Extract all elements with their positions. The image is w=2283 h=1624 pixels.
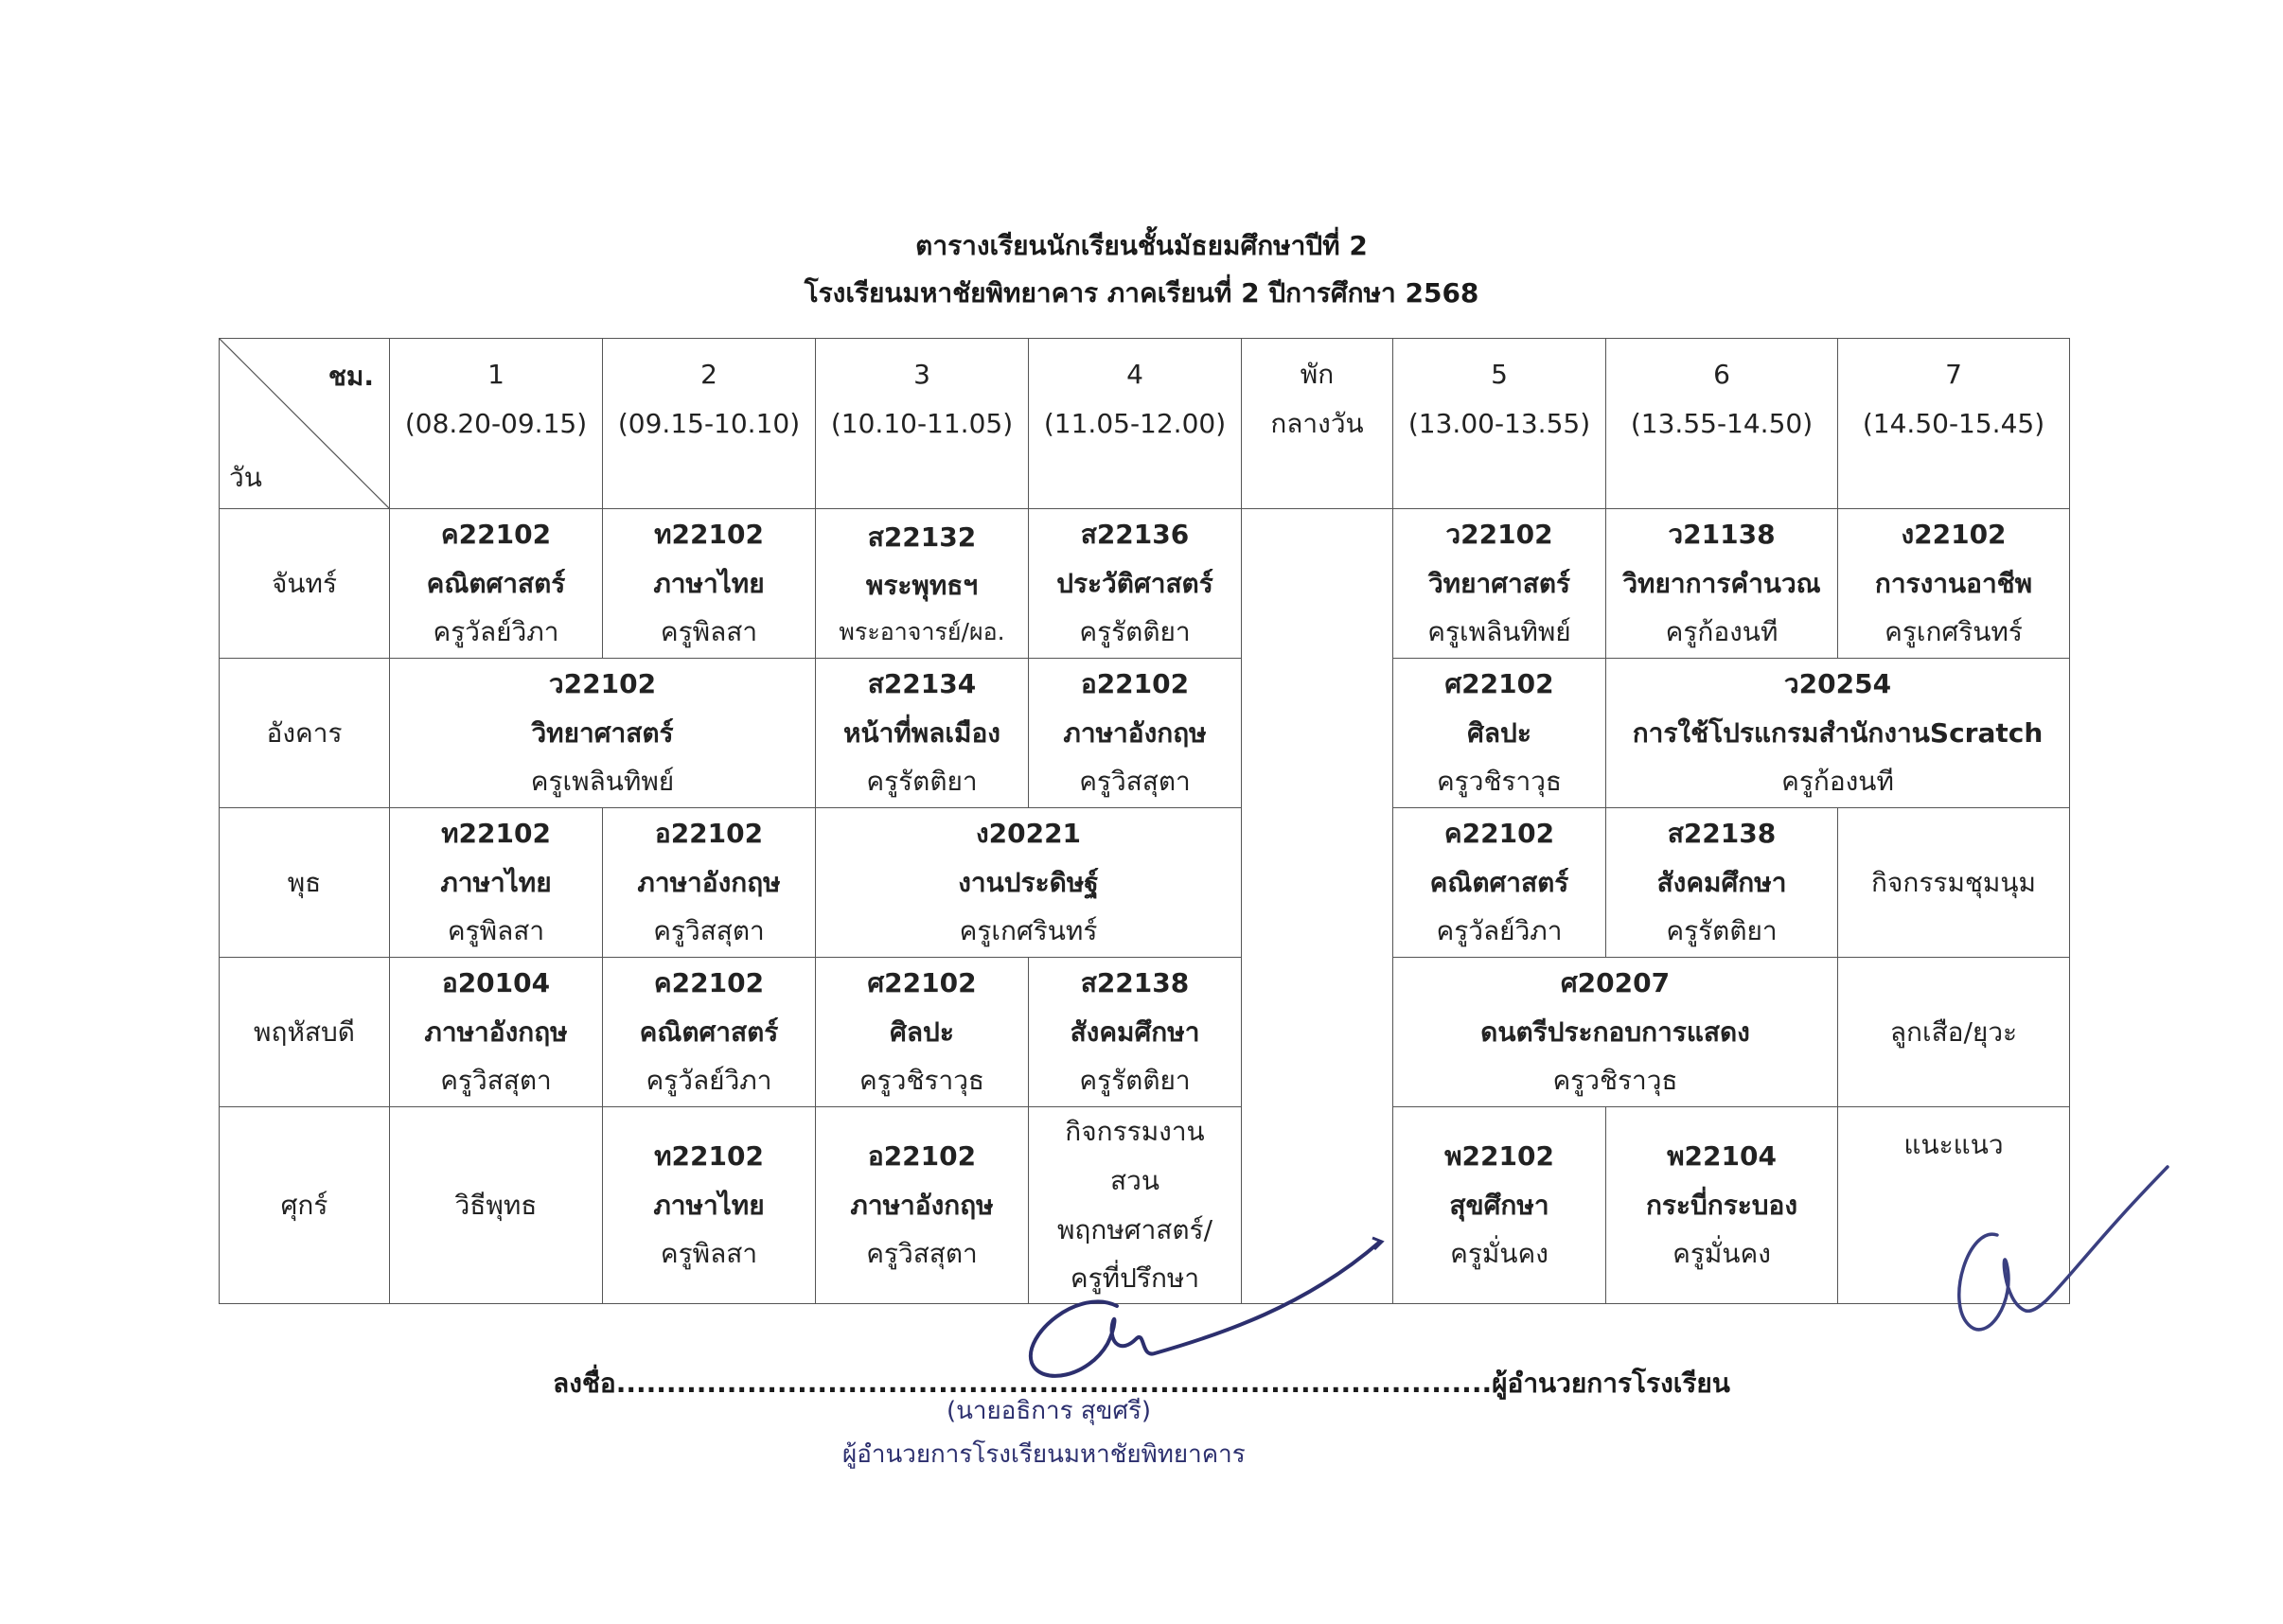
class-cell: ส22138 สังคมศึกษา ครูรัตติยา: [1029, 958, 1242, 1107]
activity-cell: กิจกรรมชุมนุม: [1838, 808, 2070, 958]
day-friday: ศุกร์: [220, 1107, 390, 1304]
class-cell: ว22102 วิทยาศาสตร์ ครูเพลินทิพย์: [390, 659, 816, 808]
class-cell: ศ20207 ดนตรีประกอบการแสดง ครูวชิราวุธ: [1393, 958, 1838, 1107]
class-cell: ส22134 หน้าที่พลเมือง ครูรัตติยา: [816, 659, 1029, 808]
class-cell: ว20254 การใช้โปรแกรมสำนักงานScratch ครูก้องนที: [1606, 659, 2070, 808]
class-cell: ว22102 วิทยาศาสตร์ ครูเพลินทิพย์: [1393, 509, 1606, 659]
class-cell: ส22136 ประวัติศาสตร์ ครูรัตติยา: [1029, 509, 1242, 659]
class-cell: อ22102 ภาษาอังกฤษ ครูวิสสุตา: [1029, 659, 1242, 808]
class-cell: อ20104 ภาษาอังกฤษ ครูวิสสุตา: [390, 958, 603, 1107]
corner-day-label: วัน: [229, 462, 262, 494]
period-header: 2 (09.15-10.10): [603, 339, 816, 509]
period-header: 5 (13.00-13.55): [1393, 339, 1606, 509]
lunch-header: พัก กลางวัน: [1242, 339, 1393, 509]
day-monday: จันทร์: [220, 509, 390, 659]
class-cell: ง20221 งานประดิษฐ์ ครูเกศรินทร์: [816, 808, 1242, 958]
day-thursday: พฤหัสบดี: [220, 958, 390, 1107]
corner-cell: [220, 339, 390, 509]
director-name: (นายอธิการ สุขศรี): [947, 1397, 1152, 1425]
activity-cell: แนะแนว: [1838, 1107, 2070, 1304]
timetable: [219, 338, 2070, 1304]
activity-cell: ลูกเสือ/ยุวะ: [1838, 958, 2070, 1107]
corner-period-label: ชม.: [327, 361, 374, 392]
schedule-title: ตารางเรียนนักเรียนชั้นมัธยมศึกษาปีที่ 2: [915, 230, 1368, 261]
class-cell: ศ22102 ศิลปะ ครูวชิราวุธ: [1393, 659, 1606, 808]
class-cell: ค22102 คณิตศาสตร์ ครูวัลย์วิภา: [1393, 808, 1606, 958]
director-position: ผู้อำนวยการโรงเรียนมหาชัยพิทยาคาร: [842, 1440, 1246, 1469]
class-cell: อ22102 ภาษาอังกฤษ ครูวิสสุตา: [816, 1107, 1029, 1304]
period-header: 3 (10.10-11.05): [816, 339, 1029, 509]
period-header: 6 (13.55-14.50): [1606, 339, 1838, 509]
class-cell: ส22138 สังคมศึกษา ครูรัตติยา: [1606, 808, 1838, 958]
class-cell: ท22102 ภาษาไทย ครูพิลสา: [603, 1107, 816, 1304]
period-header: 7 (14.50-15.45): [1838, 339, 2070, 509]
class-cell: ท22102 ภาษาไทย ครูพิลสา: [390, 808, 603, 958]
class-cell: ค22102 คณิตศาสตร์ ครูวัลย์วิภา: [390, 509, 603, 659]
class-cell: พ22102 สุขศึกษา ครูมั่นคง: [1393, 1107, 1606, 1304]
signature-line: ลงชื่อ.......................................................................................ผู้อำนวยการโรงเรียน: [553, 1368, 1730, 1399]
day-tuesday: อังคาร: [220, 659, 390, 808]
class-cell: อ22102 ภาษาอังกฤษ ครูวิสสุตา: [603, 808, 816, 958]
class-cell: พ22104 กระบี่กระบอง ครูมั่นคง: [1606, 1107, 1838, 1304]
class-cell: ศ22102 ศิลปะ ครูวชิราวุธ: [816, 958, 1029, 1107]
class-cell: ท22102 ภาษาไทย ครูพิลสา: [603, 509, 816, 659]
class-cell: ง22102 การงานอาชีพ ครูเกศรินทร์: [1838, 509, 2070, 659]
class-cell: ว21138 วิทยาการคำนวณ ครูก้องนที: [1606, 509, 1838, 659]
class-cell: ส22132 พระพุทธฯ พระอาจารย์/ผอ.: [816, 509, 1029, 659]
period-header: 4 (11.05-12.00): [1029, 339, 1242, 509]
class-cell: ค22102 คณิตศาสตร์ ครูวัลย์วิภา: [603, 958, 816, 1107]
day-wednesday: พุธ: [220, 808, 390, 958]
period-header: 1 (08.20-09.15): [390, 339, 603, 509]
activity-cell: กิจกรรมงาน สวน พฤกษศาสตร์/ ครูที่ปรึกษา: [1029, 1107, 1242, 1304]
schedule-subtitle: โรงเรียนมหาชัยพิทยาคาร ภาคเรียนที่ 2 ปีการศึกษา 2568: [804, 277, 1479, 309]
activity-cell: วิธีพุทธ: [390, 1107, 603, 1304]
lunch-column: [1242, 509, 1393, 1304]
